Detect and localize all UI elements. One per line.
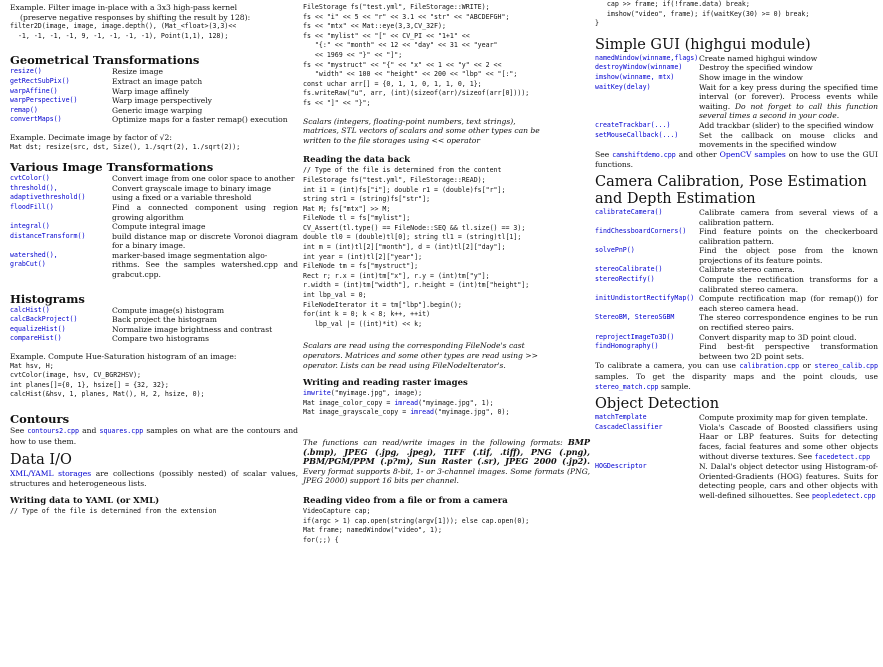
description-text: Show image in the window [699,72,803,82]
function-description [699,275,878,294]
code-line: const uchar arr[] = {0, 1, 1, 0, 1, 1, 0, 1}; [303,79,482,88]
function-description [699,63,878,73]
description-text: Warp image perspectively [112,96,212,106]
yaml-read-code [303,166,590,329]
function-name-link[interactable]: calcHist() [10,305,50,314]
filter-note-line: Example. Filter image in-place with a 3x3 high-pass kernel [10,3,238,12]
description-text: Generic image warping [112,105,203,115]
decimate-code: Mat dst; resize(src, dst, Size(), 1./sqrt(2), 1./sqrt(2)); [10,142,241,151]
description-text: N. Dalal's object detector using Histogram-of-Oriented-Gradients (HOG) features. Suits for detecting people, cars and other objects with well-defined silhouettes. See [699,462,878,500]
camshiftdemo-link[interactable]: camshiftdemo.cpp [612,150,676,159]
description-text: Calibrate camera from several views of a calibration pattern. [699,207,878,227]
function-row [595,294,878,313]
section-title-object-detection: Object Detection [595,396,720,413]
function-row [595,83,878,121]
description-text: Find feature points on the checkerboard calibration pattern. [699,227,878,246]
note-line: Scalars are read using the corresponding FileNode's cast [303,341,525,351]
function-row [10,87,298,97]
code-text: ("myimage.jpg", 1); [418,398,494,407]
description-text: Find the object pose from the known projections of its feature points. [699,246,878,265]
function-description [112,184,298,194]
function-description [699,423,878,462]
video-code-cont [595,0,878,29]
description-text: Convert disparity map to 3D point cloud. [699,332,857,342]
subsection-title-reading: Reading the data back [303,155,411,166]
description-text: Destroy the specified window [699,63,813,73]
opencv-samples-link[interactable]: OpenCV samples [719,149,786,159]
function-name-link[interactable]: matchTemplate [595,413,647,422]
function-name-link[interactable]: calcBackProject() [10,315,78,324]
function-row [10,193,298,203]
function-description [112,334,298,344]
code-line: cvtColor(image, hsv, CV_BGR2HSV); [10,371,142,380]
function-name-link[interactable]: stereoRectify() [595,275,655,284]
function-row [595,313,878,332]
subsection-title-raster: Writing and reading raster images [303,378,468,389]
code-line: FileStorage fs("test.yml", FileStorage::WRITE); [303,3,490,11]
contours-text [10,426,298,446]
function-row [595,73,878,83]
description-text: Compare two histograms [112,334,210,344]
write-code: // Type of the file is determined from the extension [10,507,217,516]
function-name-link[interactable]: adaptivethreshold() [10,193,86,202]
code-line: fs << "mtx" << Mat::eye(3,3,CV_32F); [303,22,446,31]
code-line: fs.writeRaw("u", arr, (int)(sizeof(arr)/sizeof(arr[0]))); [303,89,530,98]
function-row [595,63,878,73]
text: or [802,361,811,371]
function-name-link[interactable]: integral() [10,222,50,231]
code-text: ("myimage.jpg", 0); [434,408,510,417]
description-text: Calibrate stereo camera. [699,265,795,275]
gui-see-text [595,150,878,170]
function-name-link[interactable]: StereoBM, StereoSGBM [595,313,675,322]
function-row [10,203,298,222]
note-line: written to the file storages using << operator [303,135,480,145]
calib-note [595,361,878,392]
code-line: r.width = (int)tm["width"], r.height = (int)tm["height"]; [303,281,530,290]
function-name-link[interactable]: resize() [10,67,42,76]
stereo-match-link[interactable]: stereo_match.cpp [595,382,659,391]
note-line: operators. Matrices and some other types are read using >> [303,351,538,360]
function-description [699,131,878,150]
code-line: "{:" << "month" << 12 << "day" << 31 << "year" [303,41,498,50]
function-description [699,83,878,121]
function-row [10,315,298,325]
function-row [10,96,298,106]
function-description [112,77,298,87]
text: and [82,426,97,435]
function-description [112,115,298,125]
section-title-dataio: Data I/O [10,452,72,469]
section-title-gui: Simple GUI (highgui module) [595,36,811,53]
function-description [699,462,878,501]
code-line: if(argc > 1) cap.open(string(argv[1])); else cap.open(0); [303,516,530,525]
function-name-link[interactable]: distanceTransform() [10,231,86,240]
squares-link[interactable]: squares.cpp [99,427,144,435]
function-row [595,54,878,64]
code-text: ("myimage.jpg", image); [330,389,423,398]
function-row [10,106,298,116]
description-text: Create named highgui window [699,53,818,63]
stereo-calib-link[interactable]: stereo_calib.cpp [814,362,878,371]
note-line: Scalars (integers, floating-point numbers, text strings), [303,116,516,126]
description-text: Extract an image patch [112,76,203,86]
calibration-function-list [595,208,878,362]
code-line: lbp_val |= ((int)*it) << k; [303,319,423,328]
code-line: Mat hsv, H; [10,361,54,370]
note-line: operator. Lists can be read using FileNodeIterator's. [303,360,506,370]
description-text: Add trackbar (slider) to the specified window [699,120,874,130]
function-description [112,96,298,106]
gui-function-list [595,54,878,150]
code-line: calcHist(&hsv, 1, planes, Mat(), H, 2, hsize, 0); [10,390,205,399]
description-text: Find a connected component using region growing algorithm [112,202,298,222]
function-name-link[interactable]: floodFill() [10,202,54,211]
description-text: rithms. See the samples watershed.cpp and grabcut.cpp. [112,260,298,280]
text: samples on what are the contours and how to use them. [10,426,298,446]
function-description [699,227,878,246]
code-line [303,389,590,399]
text: To calibrate a camera, you can use [595,361,736,371]
function-description [112,325,298,335]
text: on how to use the GUI functions. [595,149,878,170]
function-description [699,313,878,332]
function-description [699,246,878,265]
sample-link[interactable]: peopledetect.cpp [812,491,876,500]
function-name-link[interactable]: watershed(), [10,250,58,259]
function-description [699,342,878,361]
code-line: int m = (int)tl[2]["month"], d = (int)tl[2]["day"]; [303,243,506,252]
yaml-write-code [303,3,590,109]
code-line [303,408,590,418]
description-text: Compute proximity map for given template. [699,413,868,423]
code-line: FileNodeIterator it = tm["lbp"].begin(); [303,300,462,309]
code-line: filter2D(image, image, image.depth(), (Mat_<float>(3,3)<< [10,22,237,31]
filter-note [10,3,298,22]
formats-note [303,438,590,486]
function-row [10,232,298,251]
various-function-list [10,174,298,280]
function-description [112,315,298,325]
description-text: The stereo correspondence engines to be run on rectified stereo pairs. [699,313,878,333]
raster-code [303,389,590,418]
function-name-link[interactable]: convertMaps() [10,115,62,124]
column-2 [303,0,590,545]
description-text: Compute rectification map (for remap()) for each stereo camera head. [699,294,878,313]
function-name-link[interactable]: threshold(), [10,183,58,192]
function-description [699,208,878,227]
function-row [595,342,878,361]
function-description [112,174,298,184]
text: Every format supports 8-bit, 1- or 3-channel images. Some formats (PNG, JPEG 2000) support 16 bits per channel. [303,466,590,486]
function-name-link[interactable]: setMouseCallback(...) [595,130,679,139]
description-text: Convert image from one color space to another [112,174,295,184]
description-text: Optimize maps for a faster remap() execution [112,115,288,125]
description-text: Resize image [112,67,163,77]
description-text: using a fixed or a variable threshold [112,193,252,203]
description-text: Set the callback on mouse clicks and movements in the specified window [699,130,878,150]
function-description [112,260,298,279]
object-detection-list [595,413,878,501]
read-note [303,341,590,370]
function-description [112,203,298,222]
description-text: Convert grayscale image to binary image [112,183,271,193]
code-line: imshow("video", frame); if(waitKey(30) >= 0) break; [595,9,810,18]
function-name-link[interactable]: initUndistortRectifyMap() [595,294,695,303]
column-3 [595,0,878,502]
function-name-link[interactable]: imshow(winname, mtx) [595,72,675,81]
function-row [10,115,298,125]
hue-note: Example. Compute Hue-Saturation histogram of an image: [10,352,237,362]
calibration-link[interactable]: calibration.cpp [739,362,800,371]
sample-link[interactable]: facedetect.cpp [814,452,871,461]
code-line: int lbp_val = 0; [303,291,367,300]
function-name-link[interactable]: calibrateCamera() [595,207,663,216]
function-row [595,227,878,246]
text: samples. To get the disparity maps and the point clouds, use [595,372,878,381]
function-description [699,294,878,313]
code-line: } [595,19,599,28]
section-title-geometrical: Geometrical Transformations [10,53,200,68]
xml-yaml-storages-link[interactable]: XML/YAML storages [10,469,92,479]
section-title-calibration: Camera Calibration, Pose Estimation and Depth Estimation [595,173,867,207]
function-name-link[interactable]: getRectSubPix() [10,76,70,85]
function-row [595,333,878,343]
function-name-link[interactable]: remap() [10,105,38,114]
description-text: Compute the rectification transforms for a calibrated stereo camera. [699,275,878,294]
description-text: Warp image affinely [112,86,189,96]
function-row [10,174,298,184]
column-1 [10,0,298,517]
code-line: cap >> frame; if(!frame.data) break; [595,0,750,8]
function-name-link[interactable]: findChessboardCorners() [595,227,687,236]
code-line: VideoCapture cap; [303,506,371,515]
text: The functions can read/write images in the following formats: [303,437,563,447]
formats-list: BMP (.bmp), JPEG (.jpg, .jpeg), TIFF (.tif, .tiff), PNG (.png), PBM/PGM/PPM (.p?m), Sun Raster (.sr), JPEG 2000 (.jp2). [303,436,590,467]
function-name-link[interactable]: compareHist() [10,334,62,343]
function-name-link[interactable]: imread [394,398,419,407]
note-line: matrices, STL vectors of scalars and some other types can be [303,126,540,136]
function-name-link[interactable]: reprojectImageTo3D() [595,332,675,341]
code-line [303,399,590,409]
code-line: FileNode tm = fs["mystruct"]; [303,262,419,271]
function-name-link[interactable]: imwrite [303,389,331,398]
function-description [699,73,878,83]
function-description [699,54,878,64]
function-row [10,334,298,344]
code-line: fs << "mystruct" << "{" << "x" << 1 << "y" << 2 << [303,60,502,69]
function-name-link[interactable]: CascadeClassifier [595,422,663,431]
function-row [595,265,878,275]
function-row [595,131,878,150]
code-line: << 1969 << "}" << "]"; [303,50,403,59]
text: See [595,149,610,159]
function-description [112,67,298,77]
hue-code [10,362,298,400]
decimate-note: Example. Decimate image by factor of √2: [10,132,172,142]
text: sample. [660,381,691,391]
function-description [112,87,298,97]
function-name-link[interactable]: imread [410,408,435,417]
code-line: "width" << 100 << "height" << 200 << "lbp" << "[:"; [303,70,518,79]
code-line: FileStorage fs("test.yml", FileStorage::READ); [303,175,486,184]
function-description [112,106,298,116]
code-text: Mat image_grayscale_copy = [303,408,411,417]
filter-note-line: (preserve negative responses by shifting the result by 128): [20,12,251,22]
function-description [112,251,298,261]
function-description [112,232,298,251]
code-line: for(int k = 0; k < 8; k++, ++it) [303,310,431,319]
filter-code [10,22,298,41]
code-line: Mat M; fs["mtx"] >> M; [303,204,391,213]
function-description [112,306,298,316]
function-name-link[interactable]: equalizeHist() [10,324,66,333]
function-name-link[interactable]: destroyWindow(winname) [595,63,683,72]
function-row [595,413,878,423]
description-text: Viola's Cascade of Boosted classifiers using Haar or LBP features. Suits for detecting faces, facial features and some other objects without diverse textures. See [699,422,878,461]
function-row [595,121,878,131]
function-description [112,222,298,232]
code-line: CV_Assert(tl.type() == FileNode::SEQ && tl.size() == 3); [303,223,526,232]
function-row [10,306,298,316]
function-row [10,184,298,194]
function-row [595,275,878,294]
function-row [595,462,878,501]
subsection-title-writing-yaml: Writing data to YAML (or XML) [10,496,160,507]
code-line: int i1 = (int)fs["i"]; double r1 = (double)fs["r"]; [303,185,506,194]
function-name-link[interactable]: namedWindow(winname,flags) [595,53,699,62]
description-text: Find best-fit perspective transformation between two 2D point sets. [699,342,878,361]
function-row [595,423,878,462]
code-text: Mat image_color_copy = [303,398,395,407]
code-line: Mat frame; namedWindow("video", 1); [303,526,442,535]
scalars-note [303,117,590,146]
code-line: string str1 = (string)fs["str"]; [303,195,431,204]
function-name-link[interactable]: findHomography() [595,342,659,351]
text: are collections (possibly nested) of scalar values, structures and heterogeneous lists. [10,469,298,488]
function-row [10,67,298,77]
code-line: FileNode tl = fs["mylist"]; [303,214,411,223]
function-row [10,222,298,232]
function-name-link[interactable]: HOGDescriptor [595,462,647,471]
description-text: marker-based image segmentation algo- [112,250,268,260]
video-code [303,507,590,545]
code-line: -1, -1, -1, -1, 9, -1, -1, -1, -1), Point(1,1), 128); [10,31,229,40]
code-line: double tl0 = (double)tl[0]; string tl1 = (string)tl[1]; [303,233,522,242]
description-emphasis: Do not forget to call this function several times a second in your code. [699,101,878,121]
function-description [699,265,878,275]
function-row [595,246,878,265]
function-row [10,325,298,335]
description-text: build distance map or discrete Voronoi diagram for a binary image. [112,231,298,251]
function-description [699,413,878,423]
function-name-link[interactable]: waitKey(delay) [595,82,651,91]
section-title-contours: Contours [10,412,70,426]
description-text: Compute image(s) histogram [112,305,225,315]
text: and other [678,149,717,159]
function-row [10,260,298,279]
code-line: fs << "mylist" << "[" << CV_PI << "1+1" << [303,31,470,40]
histogram-function-list [10,306,298,344]
function-name-link[interactable]: cvtColor() [10,174,50,183]
description-text: Back project the histogram [112,315,217,325]
function-row [10,77,298,87]
section-title-various: Various Image Transformations [10,160,214,175]
subsection-title-video: Reading video from a file or from a camera [303,495,508,506]
function-description [699,333,878,343]
text: See [10,426,25,435]
function-description [699,121,878,131]
code-line: int year = (int)tl[2]["year"]; [303,252,423,261]
description-text: Compute integral image [112,222,206,232]
function-name-link[interactable]: createTrackbar(...) [595,120,671,129]
code-line: fs << "]" << "}"; [303,98,371,107]
code-line: for(;;) { [303,535,339,544]
function-name-link[interactable]: solvePnP() [595,246,635,255]
function-row [10,251,298,261]
description-text: Wait for a key press during the specified time interval (or forever). Process events while waiting. [699,82,878,111]
code-line: int planes[]={0, 1}, hsize[] = {32, 32}; [10,380,169,389]
code-line: Rect r; r.x = (int)tm["x"], r.y = (int)tm["y"]; [303,271,490,280]
function-name-link[interactable]: grabCut() [10,260,46,269]
section-title-histograms: Histograms [10,291,85,306]
code-line: // Type of the file is determined from the content [303,166,502,175]
description-text: Normalize image brightness and contrast [112,324,273,334]
function-name-link[interactable]: warpAffine() [10,86,58,95]
code-line: fs << "i" << 5 << "r" << 3.1 << "str" << "ABCDEFGH"; [303,12,510,21]
function-description [112,193,298,203]
contours2-link[interactable]: contours2.cpp [27,427,79,435]
geo-function-list [10,67,298,125]
dataio-text [10,469,298,488]
function-name-link[interactable]: stereoCalibrate() [595,265,663,274]
function-name-link[interactable]: warpPerspective() [10,96,78,105]
function-row [595,208,878,227]
